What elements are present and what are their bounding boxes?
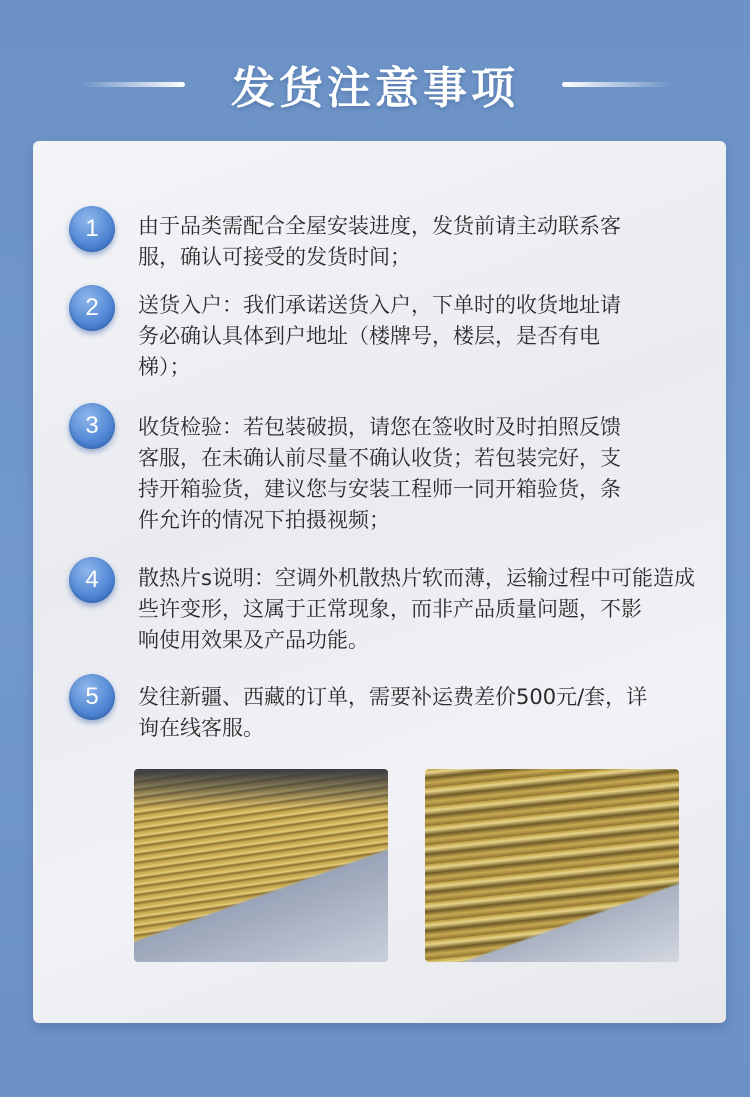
text-line: 客服，在未确认前尽量不确认收货；若包装完好，支 — [138, 446, 621, 470]
number-badge: 2 — [69, 285, 115, 331]
text-line: 发往新疆、西藏的订单，需要补运费差价500元/套，详 — [138, 685, 648, 709]
number-badge: 3 — [69, 403, 115, 449]
notice-text — [138, 682, 698, 744]
text-line: 梯）； — [138, 355, 191, 379]
text-line: 持开箱验货，建议您与安装工程师一同开箱验货，条 — [138, 477, 621, 501]
notice-text — [138, 563, 698, 656]
condenser-fins-bent-photo — [134, 769, 388, 962]
text-line: 询在线客服。 — [138, 716, 264, 740]
notice-text — [138, 412, 698, 536]
number-badge: 5 — [69, 674, 115, 720]
text-line: 收货检验：若包装破损，请您在签收时及时拍照反馈 — [138, 415, 621, 439]
notice-text — [138, 211, 698, 273]
text-line: 散热片s说明：空调外机散热片软而薄，运输过程中可能造成 — [138, 566, 695, 590]
text-line: 服，确认可接受的发货时间； — [138, 245, 411, 269]
text-line: 些许变形，这属于正常现象，而非产品质量问题，不影 — [138, 597, 642, 621]
text-line: 送货入户：我们承诺送货入户，下单时的收货地址请 — [138, 293, 621, 317]
text-line: 务必确认具体到户地址（楼牌号，楼层，是否有电 — [138, 324, 600, 348]
notice-text — [138, 290, 698, 383]
text-line: 响使用效果及产品功能。 — [138, 628, 369, 652]
number-badge: 1 — [69, 206, 115, 252]
title-decoration-right — [562, 82, 672, 87]
text-line: 件允许的情况下拍摄视频； — [138, 508, 390, 532]
page-header — [0, 0, 750, 140]
text-line: 由于品类需配合全屋安装进度，发货前请主动联系客 — [138, 214, 621, 238]
number-badge: 4 — [69, 557, 115, 603]
page-title: 发货注意事项 — [231, 63, 519, 114]
condenser-fins-closeup-photo — [425, 769, 679, 962]
